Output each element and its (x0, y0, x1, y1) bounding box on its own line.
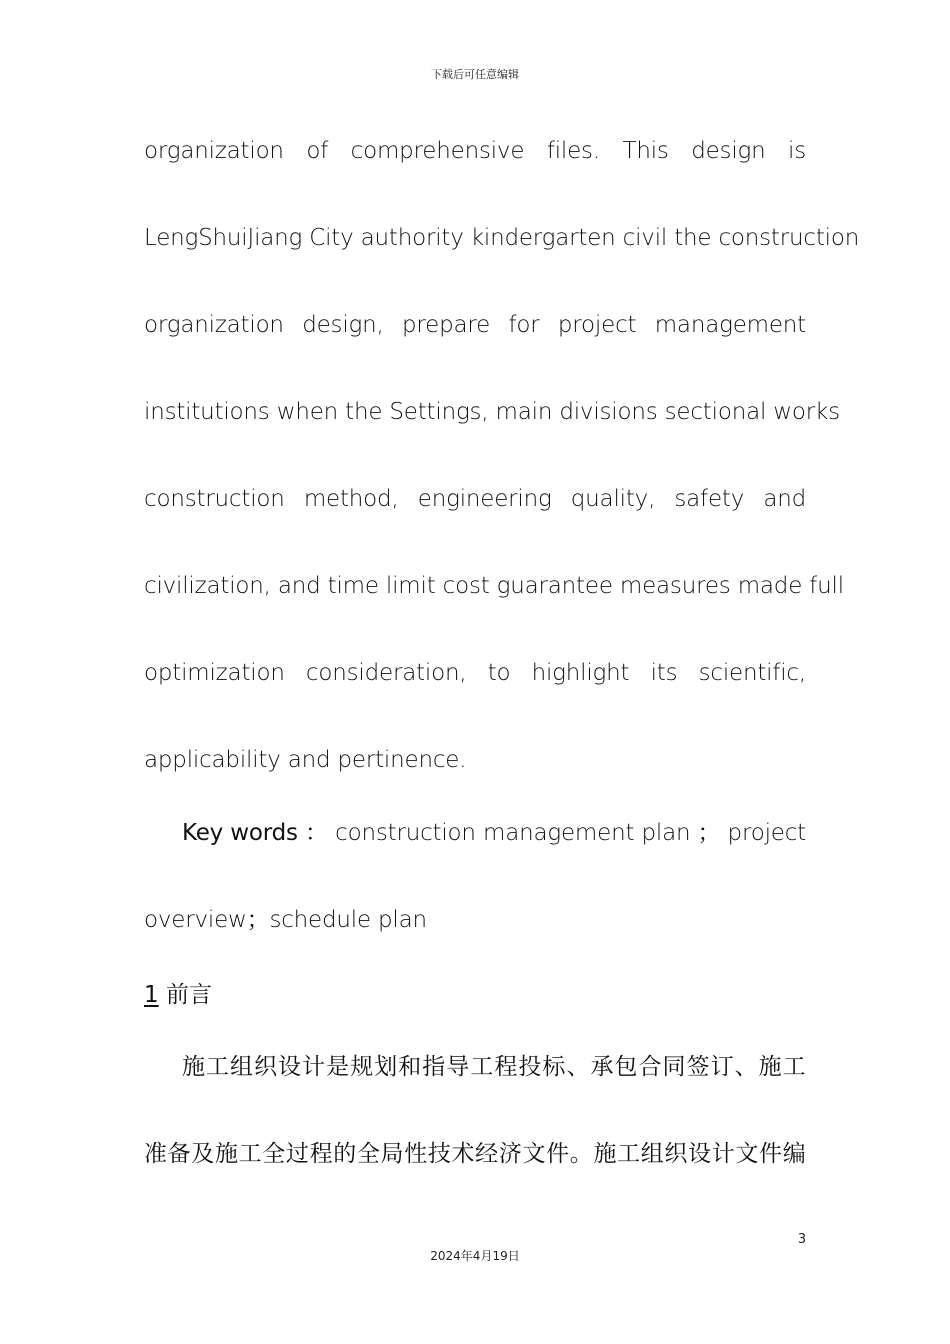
chinese-line: 准备及施工全过程的全局性技术经济文件。施工组织设计文件编 (144, 1141, 806, 1167)
page-number: 3 (797, 1232, 807, 1247)
body-line: institutions when the Settings, main divisions sectional works (144, 399, 840, 425)
footer-date: 2024年4月19日 (430, 1249, 520, 1263)
body-line: LengShuiJiang City authority kindergarten civil the construction (144, 225, 860, 251)
body-line: organization of comprehensive files. This design is (144, 138, 806, 164)
section-number: 1 (144, 982, 159, 1008)
keywords-label: Key words (182, 820, 298, 846)
keywords-line (182, 818, 806, 848)
keywords-text: ： construction management plan ； project (305, 820, 806, 846)
body-line: civilization, and time limit cost guarantee measures made full (144, 573, 844, 599)
keywords-line-2: overview；schedule plan (144, 907, 427, 933)
section-title: 前言 (165, 982, 212, 1008)
page-header: 下载后可任意编辑 (431, 68, 519, 81)
body-line: construction method, engineering quality, safety and (144, 486, 806, 512)
body-line: organization design, prepare for project management (144, 312, 806, 338)
body-line: applicability and pertinence. (144, 747, 467, 773)
section-heading (144, 980, 212, 1010)
chinese-line: 施工组织设计是规划和指导工程投标、承包合同签订、施工 (182, 1054, 806, 1080)
body-line: optimization consideration, to highlight its scientific, (144, 660, 806, 686)
